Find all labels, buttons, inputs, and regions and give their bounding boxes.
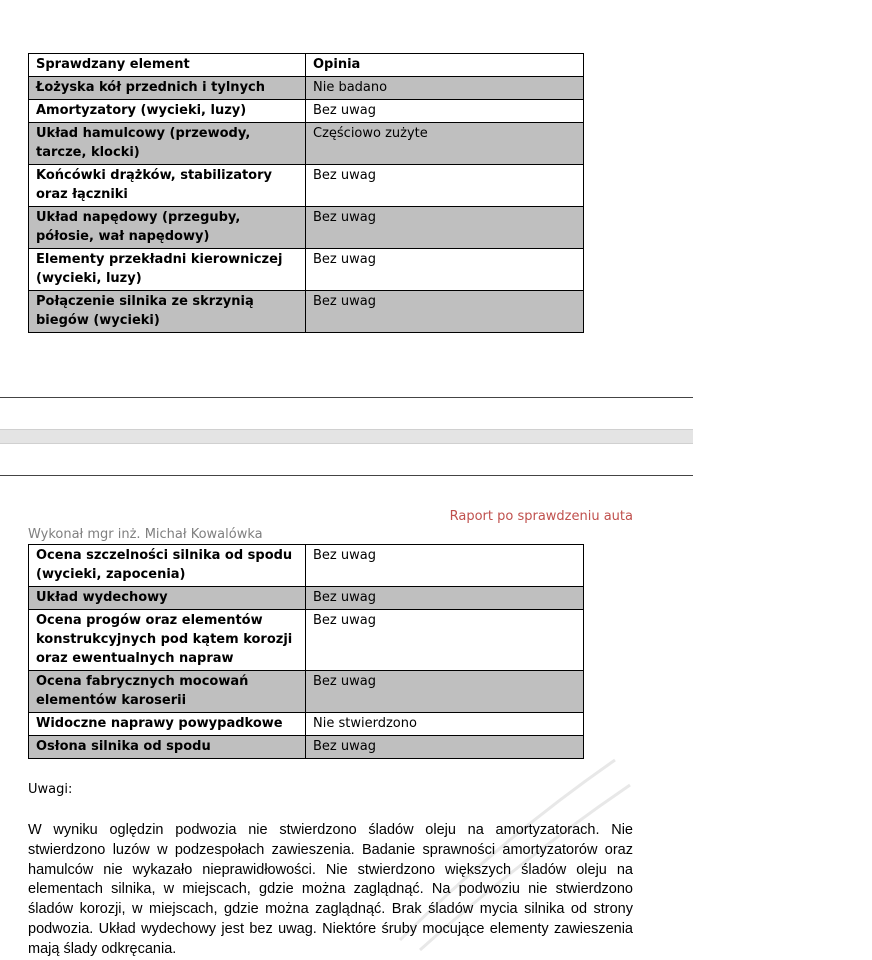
row-opinion: Bez uwag xyxy=(306,736,584,759)
row-opinion: Nie badano xyxy=(306,77,584,100)
table-row xyxy=(29,100,584,123)
notes-label: Uwagi: xyxy=(28,782,73,797)
table-row xyxy=(29,77,584,100)
row-element: Łożyska kół przednich i tylnych xyxy=(29,77,306,100)
row-element: Osłona silnika od spodu xyxy=(29,736,306,759)
page-bottom-border xyxy=(0,397,693,398)
row-opinion: Bez uwag xyxy=(306,207,584,249)
table-row xyxy=(29,713,584,736)
table-row xyxy=(29,291,584,333)
row-opinion: Bez uwag xyxy=(306,165,584,207)
table-row xyxy=(29,610,584,671)
table-row xyxy=(29,207,584,249)
row-element: Elementy przekładni kierowniczej (wycieki, luzy) xyxy=(29,249,306,291)
inspection-table-1 xyxy=(28,53,584,333)
header-opinion: Opinia xyxy=(306,54,584,77)
notes-text: W wyniku oględzin podwozia nie stwierdzono śladów oleju na amortyzatorach. Nie stwierdzono luzów w podzespołach zawieszenia. Badanie sprawności amortyzatorów oraz hamulców nie wykazało nieprawidłowości. Nie stwierdzono większych śladów oleju na elementach silnika, w miejscach, gdzie można zaglądnąć. Na podwoziu nie stwierdzono śladów korozji, w miejscach, gdzie można zaglądnąć. Brak śladów mycia silnika od strony podwozia. Układ wydechowy jest bez uwag. Niektóre śruby mocujące elementy zawieszenia mają ślady odkręcania. xyxy=(28,822,633,957)
row-opinion: Bez uwag xyxy=(306,249,584,291)
report-header-title: Raport po sprawdzeniu auta xyxy=(449,509,633,524)
row-element: Widoczne naprawy powypadkowe xyxy=(29,713,306,736)
row-opinion: Bez uwag xyxy=(306,100,584,123)
table-row xyxy=(29,587,584,610)
table-header-row xyxy=(29,54,584,77)
row-element: Ocena fabrycznych mocowań elementów karoserii xyxy=(29,671,306,713)
row-element: Amortyzatory (wycieki, luzy) xyxy=(29,100,306,123)
row-opinion: Częściowo zużyte xyxy=(306,123,584,165)
row-element: Układ wydechowy xyxy=(29,587,306,610)
row-opinion: Nie stwierdzono xyxy=(306,713,584,736)
table-row xyxy=(29,165,584,207)
author-line: Wykonał mgr inż. Michał Kowalówka xyxy=(28,527,263,542)
table-row xyxy=(29,249,584,291)
page-top-border xyxy=(0,475,693,476)
row-opinion: Bez uwag xyxy=(306,671,584,713)
row-element: Końcówki drążków, stabilizatory oraz łączniki xyxy=(29,165,306,207)
row-opinion: Bez uwag xyxy=(306,291,584,333)
table-row xyxy=(29,123,584,165)
row-element: Układ hamulcowy (przewody, tarcze, klocki) xyxy=(29,123,306,165)
row-element: Ocena szczelności silnika od spodu (wycieki, zapocenia) xyxy=(29,545,306,587)
table-row xyxy=(29,545,584,587)
row-opinion: Bez uwag xyxy=(306,545,584,587)
row-element: Połączenie silnika ze skrzynią biegów (wycieki) xyxy=(29,291,306,333)
page-gap xyxy=(0,429,693,444)
row-opinion: Bez uwag xyxy=(306,610,584,671)
table-row xyxy=(29,671,584,713)
row-element: Ocena progów oraz elementów konstrukcyjnych pod kątem korozji oraz ewentualnych napraw xyxy=(29,610,306,671)
row-element: Układ napędowy (przeguby, półosie, wał napędowy) xyxy=(29,207,306,249)
inspection-table-2 xyxy=(28,544,584,759)
row-opinion: Bez uwag xyxy=(306,587,584,610)
header-element: Sprawdzany element xyxy=(29,54,306,77)
table-row xyxy=(29,736,584,759)
